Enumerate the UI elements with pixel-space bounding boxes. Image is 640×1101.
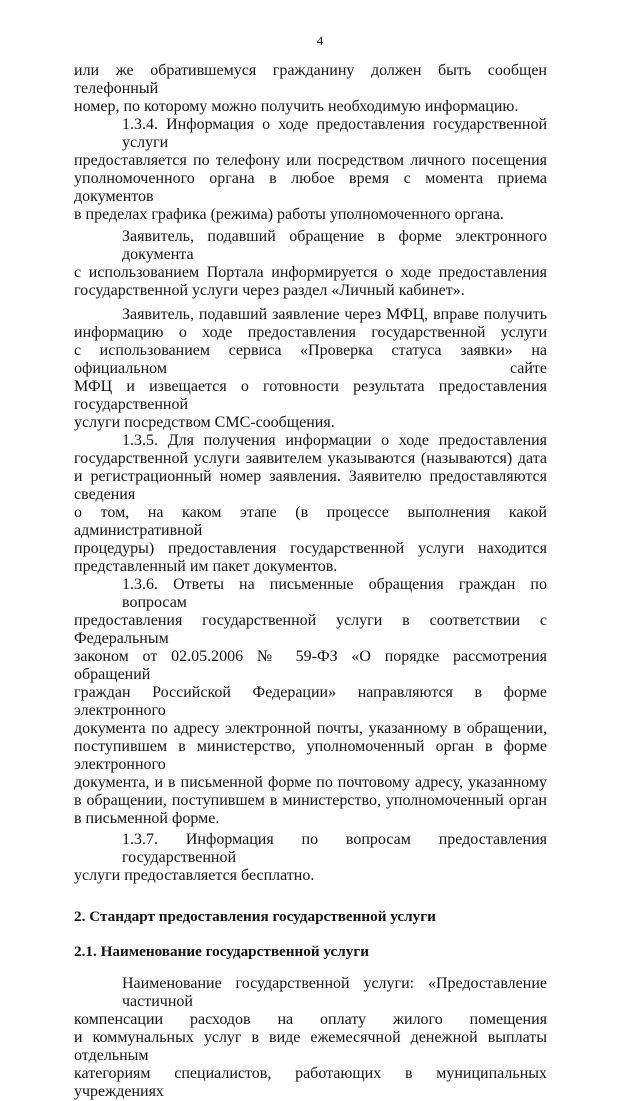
text-line: представленный им пакет документов.: [74, 558, 338, 575]
text-line: предоставляется по телефону или посредством личного посещения: [74, 152, 547, 169]
text-line: о том, на каком этапе (в процессе выполнения какой административной: [74, 504, 547, 539]
text-line: документа, и в письменной форме по почтовому адресу, указанному: [74, 774, 547, 791]
page-number: 4: [316, 33, 324, 48]
paragraph-portal: [74, 228, 547, 300]
page-content: [74, 62, 547, 1101]
section-heading-2: 2. Стандарт предоставления государственной услуги: [74, 908, 436, 925]
text-line: 1.3.6. Ответы на письменные обращения граждан по вопросам: [122, 576, 547, 611]
text-line: 1.3.5. Для получения информации о ходе предоставления: [122, 432, 547, 449]
paragraph-intro: [74, 62, 547, 116]
text-line: компенсации расходов на оплату жилого помещения: [74, 1010, 547, 1028]
text-line: с использованием Портала информируется о ходе предоставления: [74, 264, 547, 281]
text-line: или же обратившемуся гражданину должен быть сообщен телефонный: [74, 62, 547, 97]
text-line: МФЦ и извещается о готовности результата предоставления государственной: [74, 378, 547, 413]
section-heading-2-1: 2.1. Наименование государственной услуги: [74, 942, 370, 960]
text-line: услуги предоставляется бесплатно.: [74, 867, 315, 884]
text-line: в пределах графика (режима) работы уполномоченного органа.: [74, 206, 504, 223]
text-line: категориям специалистов, работающих в муниципальных учреждениях: [74, 1064, 547, 1100]
text-line: 1.3.4. Информация о ходе предоставления государственной услуги: [122, 116, 547, 151]
text-line: поступившем в министерство, уполномоченный орган в форме электронного: [74, 738, 547, 773]
text-line: Заявитель, подавший обращение в форме электронного документа: [122, 228, 547, 263]
text-line: государственной услуги через раздел «Личный кабинет».: [74, 282, 465, 299]
paragraph-1-3-4: [74, 116, 547, 224]
paragraph-1-3-5: [74, 432, 547, 576]
text-line: и регистрационный номер заявления. Заявителю предоставляются сведения: [74, 468, 547, 503]
text-line: в обращении, поступившем в министерство, уполномоченный орган: [74, 792, 547, 809]
text-line: в письменной форме.: [74, 810, 220, 827]
text-line: Заявитель, подавший заявление через МФЦ, вправе получить: [122, 306, 547, 323]
text-line: информацию о ходе предоставления государственной услуги: [74, 324, 547, 341]
paragraph-mfc: [74, 306, 547, 432]
text-line: с использованием сервиса «Проверка статуса заявки» на официальном сайте: [74, 342, 547, 377]
text-line: процедуры) предоставления государственной услуги находится: [74, 540, 547, 557]
text-line: и коммунальных услуг в виде ежемесячной денежной выплаты отдельным: [74, 1028, 547, 1064]
text-line: Наименование государственной услуги: «Предоставление частичной: [122, 974, 547, 1010]
text-line: государственной услуги заявителем указываются (называются) дата: [74, 450, 547, 467]
text-line: номер, по которому можно получить необходимую информацию.: [74, 98, 519, 115]
paragraph-1-3-7: [74, 831, 547, 885]
text-line: граждан Российской Федерации» направляются в форме электронного: [74, 684, 547, 719]
text-line: предоставления государственной услуги в соответствии с Федеральным: [74, 612, 547, 647]
paragraph-1-3-6: [74, 576, 547, 828]
paragraph-service-name: [74, 975, 547, 1101]
text-line: услуги посредством СМС-сообщения.: [74, 414, 335, 431]
text-line: уполномоченного органа в любое время с момента приема документов: [74, 170, 547, 205]
text-line: 1.3.7. Информация по вопросам предоставления государственной: [122, 831, 547, 866]
text-line: законом от 02.05.2006 № 59-ФЗ «О порядке рассмотрения обращений: [74, 648, 547, 683]
text-line: документа по адресу электронной почты, указанному в обращении,: [74, 720, 547, 737]
